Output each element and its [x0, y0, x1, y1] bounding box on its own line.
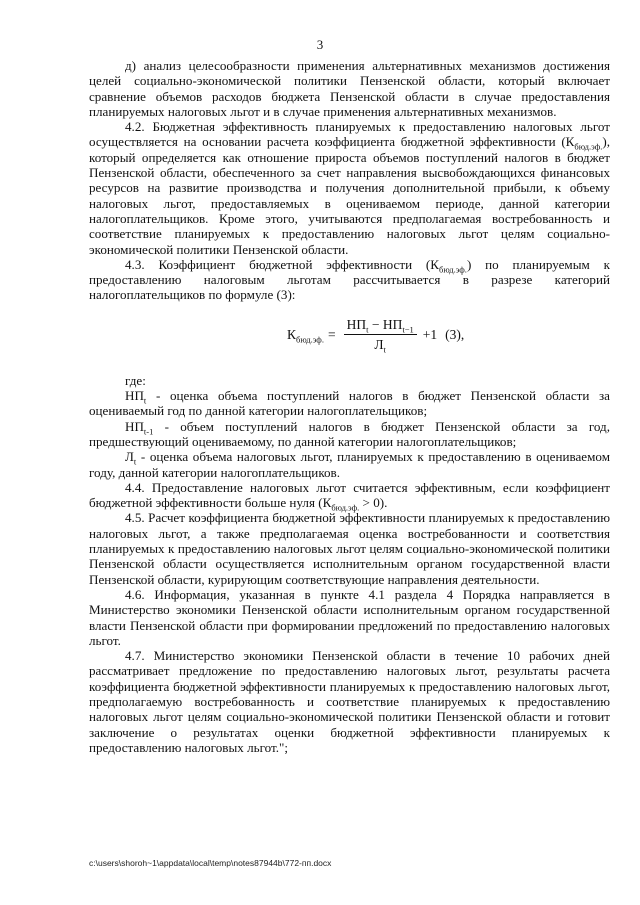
- formula-3: [89, 311, 610, 367]
- formula-equals: =: [327, 326, 336, 342]
- formula-numerator: $НП_t - НП_{t-1}$: [344, 317, 417, 335]
- paragraph-4-7: 4.7. Министерство экономики Пензенской области в течение 10 рабочих дней рассматривает предложение по предоставлению налоговых льгот, результаты расчета коэффициента бюджетной эффективности планируемых к предоставлению налоговых льгот, предполагаемую востребованность и соответствие планируемых к предоставлению налоговых льгот целям социально-экономической политики Пензенской области и готовит заключение о результатах оценки бюджетной эффективности планируемых к предоставлению налоговых льгот.";: [89, 648, 610, 755]
- definition-np-t-1: $НП_{t-1}$ - объем поступлений налогов в бюджет Пензенской области за год, предшествующий оцениваемому, по данной категории налогоплательщиков;: [89, 418, 610, 449]
- formula-lhs: $К_{бюд.эф.}$: [287, 326, 324, 345]
- paragraph-d: д) анализ целесообразности применения альтернативных механизмов достижения целей социально-экономической политики Пензенской области, который включает сравнение объемов расходов бюджета Пензенской области в случае предоставления планируемых налоговых льгот и в случае применения альтернативных механизмов.: [89, 58, 610, 119]
- paragraph-4-5: 4.5. Расчет коэффициента бюджетной эффективности планируемых к предоставлению налоговых льгот, а также предполагаемая оценка востребованности и соответствия планируемых к предоставлению налоговых льгот целям социально-экономической политики Пензенской области осуществляется исполнительным органом государственной власти Пензенской области, курирующим соответствующие направления деятельности.: [89, 510, 610, 587]
- formula-fraction: [344, 317, 417, 353]
- where-label: где:: [125, 372, 146, 388]
- definition-l-t: $Л_t$ - оценка объема налоговых льгот, планируемых к предоставлению в оцениваемом году, данной категории налогоплательщиков.: [89, 449, 610, 480]
- formula-denominator: $Л_t$: [374, 337, 386, 355]
- paragraph-4-3: 4.3. Коэффициент бюджетной эффективности $(К_{бюд.эф.})$ по планируемым к предоставлению налоговым льготам рассчитывается в разрезе категорий налогоплательщиков по формуле (3):: [89, 256, 610, 303]
- paragraph-4-2: 4.2. Бюджетная эффективность планируемых к предоставлению налоговых льгот осуществляется на основании расчета коэффициента бюджетной эффективности $(К_{бюд.эф.})$, который определяется как отношение прироста объемов поступлений налогов в бюджет Пензенской области, обеспеченного за счет направления высвобождающихся финансовых ресурсов на развитие производства и получения дополнительной прибыли, к объему налоговых льгот, предоставляемых в оцениваемом периоде, данной категории налогоплательщиков. Кроме этого, учитываются предполагаемая востребованность и соответствие планируемых к предоставлению налоговых льгот целям социально-экономической политики Пензенской области.: [89, 119, 610, 257]
- file-path-footer: c:\users\shoroh~1\appdata\local\temp\notes87944b\772-пп.docx: [89, 858, 332, 868]
- paragraph-4-6: 4.6. Информация, указанная в пункте 4.1 раздела 4 Порядка направляется в Министерство экономики Пензенской области исполнительным органом государственной власти Пензенской области при формировании предложений по предоставлению налоговых льгот.: [89, 586, 610, 648]
- document-body: [89, 58, 610, 755]
- paragraph-4-4: 4.4. Предоставление налоговых льгот считается эффективным, если коэффициент бюджетной эффективности больше нуля $(К_{бюд.эф.} > 0)$.: [89, 479, 610, 513]
- definition-np-t: $НП_t$ - оценка объема поступлений налогов в бюджет Пензенской области за оцениваемый год по данной категории налогоплательщиков;: [89, 388, 610, 419]
- page-number: 3: [316, 37, 324, 52]
- formula-label: (3),: [445, 326, 465, 342]
- formula-plus-one: +1: [422, 326, 438, 342]
